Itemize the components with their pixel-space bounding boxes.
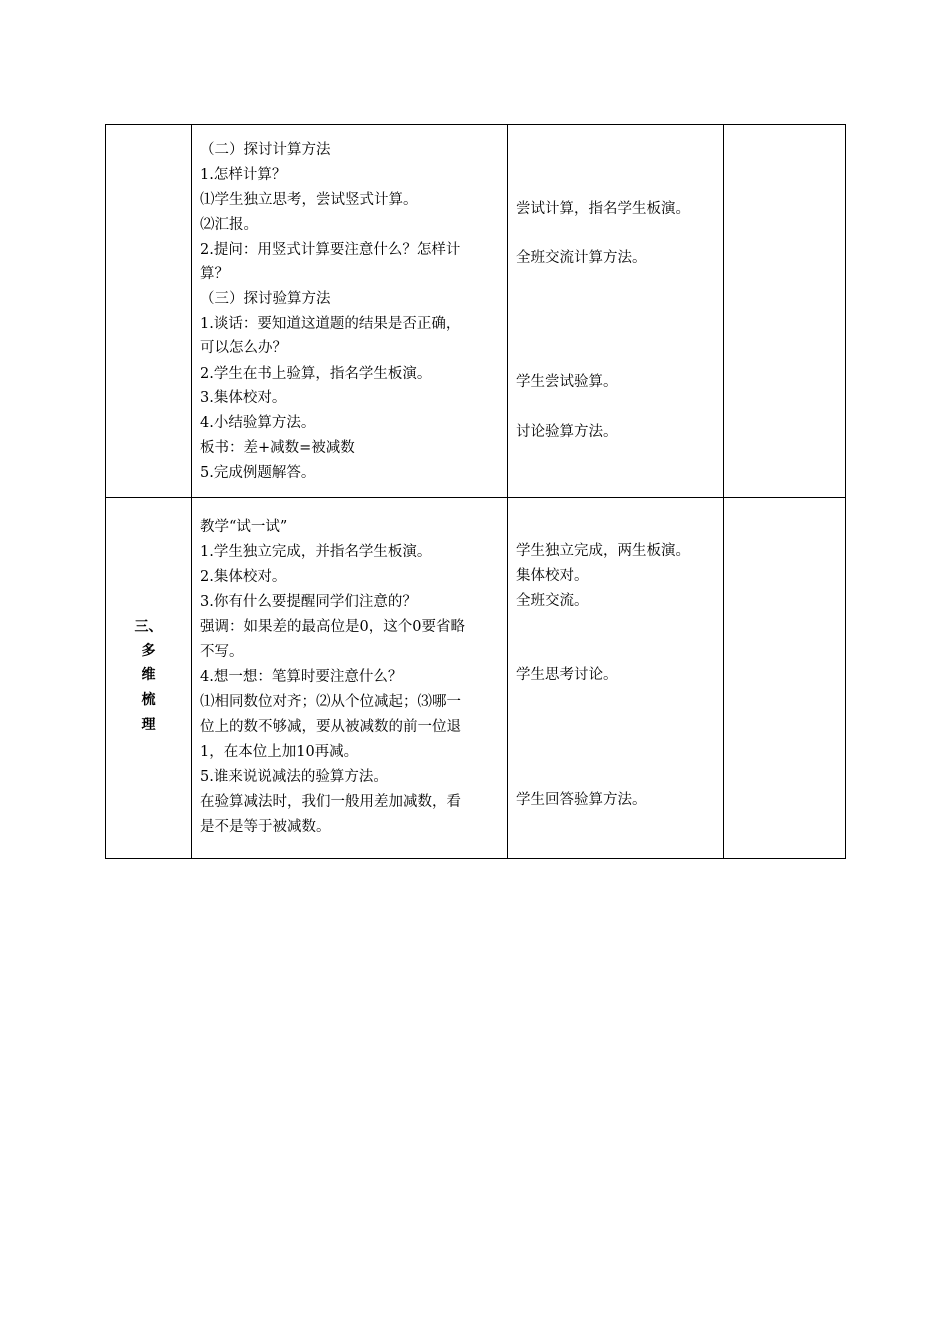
student-line: 全班交流。 <box>516 593 589 609</box>
student-line: 讨论验算方法。 <box>516 424 618 440</box>
stage-cell <box>106 125 192 498</box>
content-line: 1，在本位上加10再减。 <box>200 744 359 760</box>
content-line: （二）探讨计算方法 <box>200 142 331 158</box>
stage-title-char: 理 <box>141 717 156 733</box>
content-line: 强调：如果差的最高位是0，这个0要省略 <box>200 619 465 635</box>
content-line: 2.学生在书上验算，指名学生板演。 <box>200 366 432 382</box>
table-row <box>106 498 846 859</box>
lesson-plan-table <box>105 124 846 859</box>
content-line: 2.提问：用竖式计算要注意什么？怎样计 <box>200 242 461 258</box>
student-line: 学生思考讨论。 <box>516 667 618 683</box>
student-line: 学生回答验算方法。 <box>516 792 647 808</box>
content-line: 3.集体校对。 <box>200 390 287 406</box>
content-line: 是不是等于被减数。 <box>200 819 331 835</box>
content-line: 不写。 <box>200 644 244 660</box>
stage-title-char: 维 <box>141 667 156 683</box>
content-line: 2.集体校对。 <box>200 569 287 585</box>
notes-cell <box>724 498 846 859</box>
student-line: 学生独立完成，两生板演。 <box>516 543 690 559</box>
teaching-content-cell <box>192 498 508 859</box>
content-line: 5.谁来说说减法的验算方法。 <box>200 769 388 785</box>
content-line: ⑵汇报。 <box>200 217 258 233</box>
content-line: 1.谈话：要知道这道题的结果是否正确， <box>200 316 461 332</box>
student-activity-cell <box>508 125 724 498</box>
notes-cell <box>724 125 846 498</box>
stage-title-char: 三、 <box>134 619 163 635</box>
content-line: 5.完成例题解答。 <box>200 465 316 481</box>
content-line: 在验算减法时，我们一般用差加减数，看 <box>200 794 461 810</box>
stage-cell <box>106 498 192 859</box>
stage-title-char: 多 <box>141 643 156 659</box>
content-line: （三）探讨验算方法 <box>200 291 331 307</box>
stage-title-char: 梳 <box>141 692 156 708</box>
student-activity-cell <box>508 498 724 859</box>
content-line: 教学“试一试” <box>200 519 288 535</box>
content-line: ⑴相同数位对齐；⑵从个位减起；⑶哪一 <box>200 694 461 710</box>
content-line: 4.想一想：笔算时要注意什么？ <box>200 669 403 685</box>
content-line: 板书：差+减数=被减数 <box>200 440 355 456</box>
student-line: 集体校对。 <box>516 568 589 584</box>
content-line: 位上的数不够减，要从被减数的前一位退 <box>200 719 461 735</box>
content-line: 算？ <box>200 266 229 282</box>
content-line: 可以怎么办？ <box>200 340 287 356</box>
content-line: 1.怎样计算？ <box>200 167 287 183</box>
content-line: 1.学生独立完成，并指名学生板演。 <box>200 544 432 560</box>
table-row <box>106 125 846 498</box>
content-line: ⑴学生独立思考，尝试竖式计算。 <box>200 192 418 208</box>
student-line: 学生尝试验算。 <box>516 374 618 390</box>
student-line: 全班交流计算方法。 <box>516 250 647 266</box>
student-line: 尝试计算，指名学生板演。 <box>516 201 690 217</box>
content-line: 3.你有什么要提醒同学们注意的？ <box>200 594 417 610</box>
teaching-content-cell <box>192 125 508 498</box>
content-line: 4.小结验算方法。 <box>200 415 316 431</box>
